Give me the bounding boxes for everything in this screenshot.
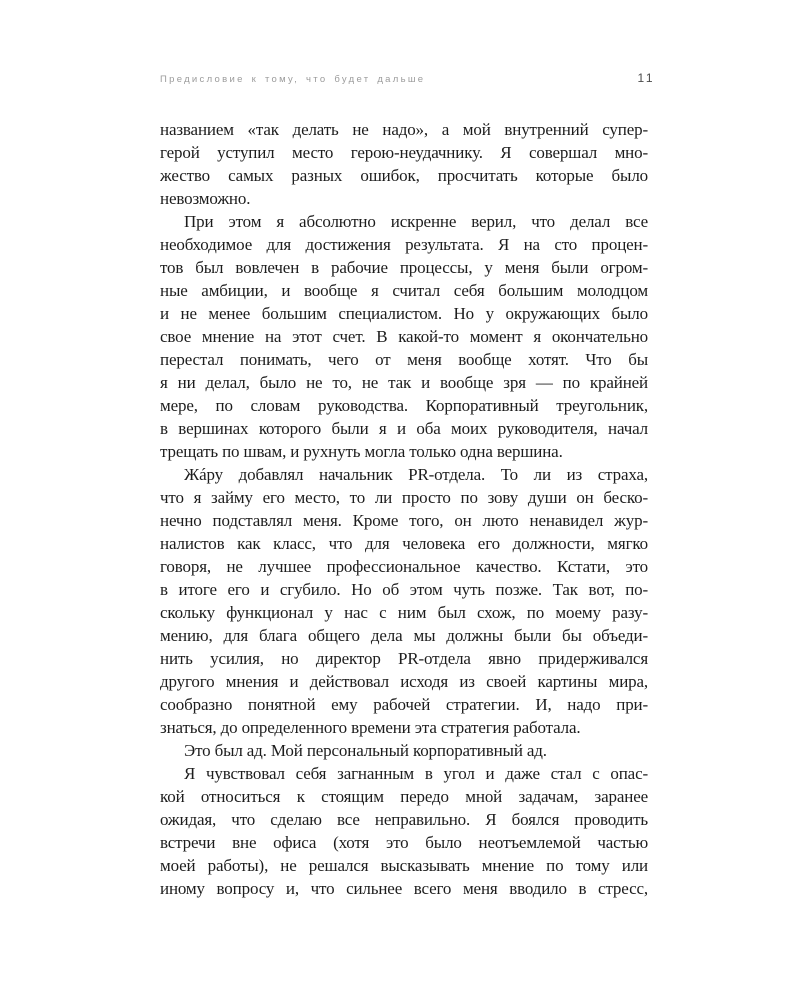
text-line: кой относиться к стоящим передо мной задачам, заранее (160, 787, 648, 806)
paragraph (160, 210, 648, 463)
text-line: нить усилия, но директор PR-отдела явно придерживался (160, 649, 648, 668)
text-line: знаться, до определенного времени эта стратегия работала. (160, 718, 581, 737)
text-line: и не менее большим специалистом. Но у окружающих было (160, 304, 648, 323)
text-line: необходимое для достижения результата. Я на сто процен- (160, 235, 648, 254)
text-line: говоря, не лучшее профессиональное качество. Кстати, это (160, 557, 648, 576)
text-line: иному вопросу и, что сильнее всего меня вводило в стресс, (160, 879, 648, 898)
running-header (160, 71, 655, 87)
paragraph (160, 463, 648, 739)
text-line: При этом я абсолютно искренне верил, что делал все (184, 212, 648, 231)
text-line: что я займу его место, то ли просто по зову души он беско- (160, 488, 648, 507)
text-line: скольку функционал у нас с ним был схож, по моему разу- (160, 603, 648, 622)
text-line: свое мнение на этот счет. В какой-то момент я окончательно (160, 327, 648, 346)
chapter-title: Предисловие к тому, что будет дальше (160, 74, 426, 85)
text-line: ожидая, что сделаю все неправильно. Я боялся проводить (160, 810, 648, 829)
text-line: жество самых разных ошибок, просчитать которые было (160, 166, 648, 185)
text-line: мению, для блага общего дела мы должны были бы объеди- (160, 626, 648, 645)
paragraph (160, 762, 648, 900)
text-line: Жáру добавлял начальник PR-отдела. То ли из страха, (184, 465, 648, 484)
paragraph (160, 118, 648, 210)
text-line: невозможно. (160, 189, 251, 208)
text-line: в итоге его и сгубило. Но об этом чуть позже. Так вот, по- (160, 580, 648, 599)
text-line: нечно подставлял меня. Кроме того, он люто ненавидел жур- (160, 511, 648, 530)
text-line: налистов как класс, что для человека его должности, мягко (160, 534, 648, 553)
text-line: другого мнения и действовал исходя из своей картины мира, (160, 672, 648, 691)
text-line: сообразно понятной ему рабочей стратегии. И, надо при- (160, 695, 648, 714)
text-line: тов был вовлечен в рабочие процессы, у меня были огром- (160, 258, 648, 277)
text-line: моей работы), не решался высказывать мнение по тому или (160, 856, 648, 875)
text-line: перестал понимать, чего от меня вообще хотят. Что бы (160, 350, 648, 369)
text-block (160, 118, 648, 900)
text-line: ные амбиции, и вообще я считал себя большим молодцом (160, 281, 648, 300)
text-line: герой уступил место герою-неудачнику. Я совершал мно- (160, 143, 648, 162)
paragraph (160, 739, 648, 762)
text-line: встречи вне офиса (хотя это было неотъемлемой частью (160, 833, 648, 852)
text-line: трещать по швам, и рухнуть могла только одна вершина. (160, 442, 563, 461)
text-line: Я чувствовал себя загнанным в угол и даже стал с опас- (184, 764, 648, 783)
text-line: я ни делал, было не то, не так и вообще зря — по крайней (160, 373, 648, 392)
text-line: мере, по словам руководства. Корпоративный треугольник, (160, 396, 648, 415)
text-line: Это был ад. Мой персональный корпоративный ад. (184, 741, 547, 760)
text-line: названием «так делать не надо», а мой внутренний супер- (160, 120, 648, 139)
page-number: 11 (637, 71, 655, 85)
text-line: в вершинах которого были я и оба моих руководителя, начал (160, 419, 648, 438)
